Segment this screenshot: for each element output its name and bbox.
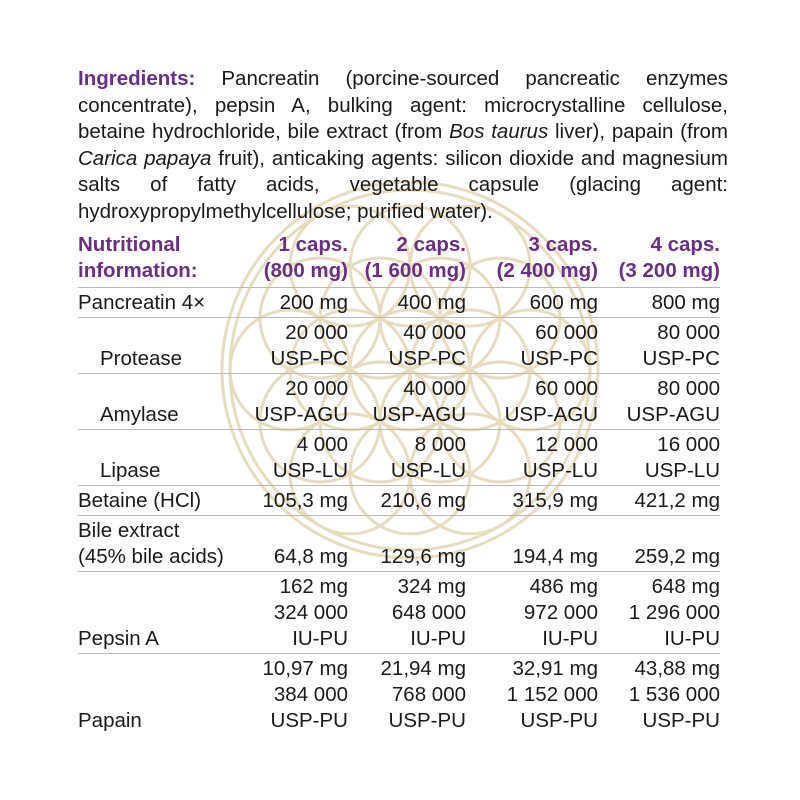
nutrient-value-cell (598, 288, 720, 318)
nutrient-value-line: 800 mg (651, 291, 720, 314)
nutrient-value-cell (466, 516, 598, 572)
nutrient-value-line: USP-LU (644, 459, 720, 482)
nutrient-value-line: 210,6 mg (380, 489, 466, 512)
header-col-3 (466, 232, 598, 288)
nutrient-name-line: Bile extract (78, 519, 180, 542)
nutrient-value-cell (598, 516, 720, 572)
nutrient-value-line: 64,8 mg (273, 545, 348, 568)
nutrient-value-line: 80 000 (657, 377, 720, 400)
nutrient-value-line: 1 152 000 (506, 683, 598, 706)
nutrient-value-line: USP-PC (388, 347, 466, 370)
nutrition-row (78, 516, 720, 572)
ingredients-heading: Ingredients: (78, 67, 196, 90)
nutrient-name-line: Amylase (100, 403, 179, 426)
nutrient-value-line: 16 000 (657, 433, 720, 456)
nutrient-value-line: 648 mg (651, 575, 720, 598)
nutrient-value-line: 43,88 mg (634, 657, 720, 680)
header-col-line: 4 caps. (650, 233, 720, 256)
nutrient-value-line: 10,97 mg (262, 657, 348, 680)
nutrient-name-line: Betaine (HCl) (78, 489, 202, 512)
nutrient-value-line: 20 000 (285, 377, 348, 400)
ingredients-italic-2: Carica papaya (78, 146, 212, 170)
nutrient-value-cell (348, 572, 466, 654)
nutrition-table (78, 232, 720, 735)
nutrient-name-line: Papain (78, 709, 142, 732)
nutrient-value-line: USP-PC (642, 347, 720, 370)
ingredients-paragraph (78, 66, 728, 225)
nutrient-value-cell (466, 486, 598, 516)
header-col-2 (348, 232, 466, 288)
nutrient-value-line: USP-AGU (372, 403, 466, 426)
header-col-4 (598, 232, 720, 288)
nutrient-value-cell (226, 288, 348, 318)
header-col-line: (1 600 mg) (364, 259, 466, 282)
header-col-line: 2 caps. (396, 233, 466, 256)
nutrient-value-cell (226, 654, 348, 736)
nutrient-value-cell (226, 430, 348, 486)
nutrient-name-line: Lipase (100, 459, 161, 482)
nutrient-value-line: USP-PU (642, 709, 720, 732)
ingredients-italic-1: Bos taurus (449, 120, 549, 143)
nutrient-name (78, 288, 226, 318)
nutrient-value-line: 12 000 (535, 433, 598, 456)
nutrient-value-cell (598, 374, 720, 430)
nutrient-value-line: USP-LU (522, 459, 598, 482)
nutrient-name-line: Pancreatin 4× (78, 291, 206, 314)
ingredients-text-1: Pancreatin (porcine-sourced pancreatic enzymes concentrate), pepsin A, bulking agent: microcrystalline cellulose, betaine hydrochloride, bile extract (from (78, 67, 728, 143)
nutrient-name-line: Protease (100, 347, 183, 370)
nutrient-value-line: USP-PU (270, 709, 348, 732)
nutrient-value-cell (598, 572, 720, 654)
nutrient-value-line: 40 000 (403, 321, 466, 344)
nutrient-value-line: USP-PU (520, 709, 598, 732)
ingredients-text-2: liver), papain (from (548, 120, 728, 143)
nutrition-row (78, 318, 720, 374)
nutrient-value-line: USP-PC (520, 347, 598, 370)
nutrient-value-line: USP-AGU (626, 403, 720, 426)
nutrition-row (78, 430, 720, 486)
nutrient-value-line: 768 000 (391, 683, 466, 706)
nutrient-value-line: 4 000 (296, 433, 348, 456)
nutrient-value-line: USP-PU (388, 709, 466, 732)
nutrient-value-cell (466, 318, 598, 374)
nutrient-value-line: USP-LU (390, 459, 466, 482)
nutrient-value-line: USP-LU (272, 459, 348, 482)
header-col-line: (800 mg) (263, 259, 348, 282)
nutrient-value-line: 972 000 (523, 601, 598, 624)
nutrient-value-cell (348, 654, 466, 736)
nutrient-value-cell (348, 374, 466, 430)
nutrient-value-line: 324 mg (397, 575, 466, 598)
nutrient-value-cell (466, 654, 598, 736)
nutrient-name (78, 572, 226, 654)
nutrient-value-cell (466, 572, 598, 654)
nutrient-value-line: IU-PU (292, 627, 348, 650)
nutrient-value-line: USP-AGU (254, 403, 348, 426)
header-col-line: 1 caps. (278, 233, 348, 256)
nutrition-row (78, 486, 720, 516)
nutrient-value-cell (348, 486, 466, 516)
nutrient-value-cell (466, 288, 598, 318)
nutrition-row (78, 288, 720, 318)
nutrient-value-line: 600 mg (529, 291, 598, 314)
nutrient-value-cell (348, 318, 466, 374)
nutrient-value-line: USP-PC (270, 347, 348, 370)
nutrient-value-line: 162 mg (279, 575, 348, 598)
nutrient-value-cell (598, 430, 720, 486)
nutrient-name (78, 654, 226, 736)
nutrient-value-line: 32,91 mg (512, 657, 598, 680)
nutrient-value-line: 315,9 mg (512, 489, 598, 512)
nutrient-value-line: 80 000 (657, 321, 720, 344)
nutrient-value-line: 21,94 mg (380, 657, 466, 680)
ingredients-text-3: fruit), anticaking agents: silicon dioxide and magnesium salts of fatty acids, vegetable capsule (glacing agent: hydroxypropylmethylcellulose; purified water). (78, 146, 728, 223)
nutrient-value-line: 8 000 (414, 433, 466, 456)
nutrient-name (78, 318, 226, 374)
nutrient-value-line: 40 000 (403, 377, 466, 400)
nutrient-value-line: 648 000 (391, 601, 466, 624)
nutrition-header-row (78, 232, 720, 288)
header-label-line: information: (78, 259, 198, 282)
nutrient-value-line: IU-PU (542, 627, 598, 650)
nutrient-value-cell (466, 430, 598, 486)
nutrient-value-cell (226, 486, 348, 516)
nutrient-value-cell (598, 486, 720, 516)
header-label (78, 232, 226, 288)
nutrient-value-line: IU-PU (664, 627, 720, 650)
nutrient-name-line: Pepsin A (78, 627, 159, 650)
nutrient-value-line: 200 mg (279, 291, 348, 314)
nutrient-value-line: 421,2 mg (634, 489, 720, 512)
nutrient-value-line: 194,4 mg (512, 545, 598, 568)
nutrient-value-cell (226, 516, 348, 572)
nutrient-value-cell (348, 430, 466, 486)
nutrition-row (78, 654, 720, 736)
nutrient-name (78, 430, 226, 486)
nutrient-value-line: 20 000 (285, 321, 348, 344)
nutrient-value-line: 486 mg (529, 575, 598, 598)
nutrient-name (78, 374, 226, 430)
nutrient-value-line: 129,6 mg (380, 545, 466, 568)
nutrient-value-line: 324 000 (273, 601, 348, 624)
nutrient-value-cell (598, 654, 720, 736)
nutrition-row (78, 572, 720, 654)
nutrient-value-cell (466, 374, 598, 430)
nutrient-value-line: USP-AGU (504, 403, 598, 426)
header-col-line: (2 400 mg) (496, 259, 598, 282)
nutrient-value-line: 259,2 mg (634, 545, 720, 568)
nutrient-value-line: 60 000 (535, 321, 598, 344)
header-label-line: Nutritional (78, 233, 181, 256)
nutrient-value-cell (226, 318, 348, 374)
nutrient-name (78, 516, 226, 572)
nutrition-row (78, 374, 720, 430)
nutrient-value-line: 1 536 000 (628, 683, 720, 706)
header-col-line: (3 200 mg) (618, 259, 720, 282)
nutrient-value-line: 60 000 (535, 377, 598, 400)
nutrient-value-line: 1 296 000 (628, 601, 720, 624)
header-col-1 (226, 232, 348, 288)
nutrient-value-cell (348, 288, 466, 318)
header-col-line: 3 caps. (528, 233, 598, 256)
nutrient-value-line: IU-PU (410, 627, 466, 650)
nutrient-name-line: (45% bile acids) (78, 545, 224, 568)
nutrient-value-cell (226, 572, 348, 654)
nutrient-name (78, 486, 226, 516)
nutrient-value-line: 384 000 (273, 683, 348, 706)
nutrient-value-cell (348, 516, 466, 572)
nutrient-value-line: 105,3 mg (262, 489, 348, 512)
nutrient-value-cell (226, 374, 348, 430)
nutrient-value-cell (598, 318, 720, 374)
nutrient-value-line: 400 mg (397, 291, 466, 314)
nutrition-table-body (78, 288, 720, 736)
